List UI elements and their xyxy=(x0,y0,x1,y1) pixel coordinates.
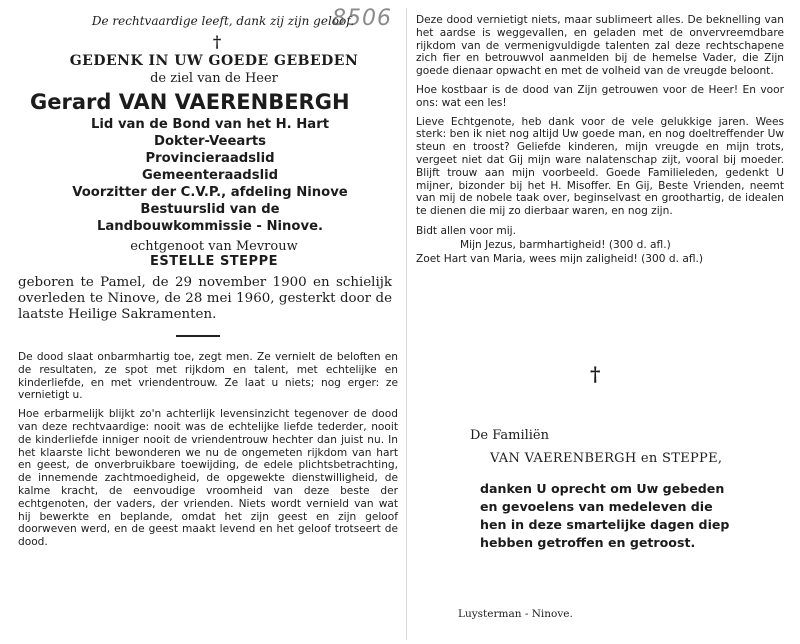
printer-credit: Luysterman - Ninove. xyxy=(458,608,573,620)
prayer-line: Zoet Hart van Maria, wees mijn zaligheid! (300 d. afl.) xyxy=(416,252,704,265)
cross-icon: † xyxy=(212,32,222,51)
fold-divider xyxy=(406,8,407,640)
deceased-name: Gerard VAN VAERENBERGH xyxy=(30,90,350,114)
birth-death-text: geboren te Pamel, de 29 november 1900 en schielijk overleden te Ninove, de 28 mei 1960, gesterkt door de laatste Heilige Sakramenten. xyxy=(18,275,392,322)
prayer-block xyxy=(416,224,784,266)
paragraph: Hoe erbarmelijk blijkt zo'n achterlijk levensinzicht tegenover de dood van deze rechtvaardige: nooit was de echtelijke liefde tederder, nooit de kinderliefde inniger nooit de vriendentrouw hechter dan juist nu. In het klaarste licht bewonderen we nu de ongemeten rijkdom van hart en geest, de onverbruikbare toewijding, de edele plichtsbetrachting, de innemende zachtmoedigheid, de opgewekte dienstwilligheid, de kalme kracht, de eenvoudige vroomheid van deze beste der echtgenoten, der vaders, der vrienden. Niets wordt vernield van wat hij bewerkte en beplande, omdat het zijn geest en zijn geloof doorweven werd, en de geest maakt levend en het geloof trotseert de dood. xyxy=(18,408,398,549)
spouse-name: ESTELLE STEPPE xyxy=(149,254,278,269)
thanks-text xyxy=(480,480,790,552)
soul-of-line: de ziel van de Heer xyxy=(150,71,278,86)
title-line: Bestuurslid van de xyxy=(140,202,280,217)
prayer-line: Mijn Jezus, barmhartigheid! (300 d. afl.) xyxy=(460,238,671,251)
spouse-intro: echtgenoot van Mevrouw xyxy=(130,239,298,254)
remembrance-heading: GEDENK IN UW GOEDE GEBEDEN xyxy=(69,53,359,69)
title-line: Lid van de Bond van het H. Hart xyxy=(90,117,330,132)
thanks-line: danken U oprecht om Uw gebeden xyxy=(480,481,725,496)
thanks-line: hen in deze smartelijke dagen diep xyxy=(480,517,730,532)
title-line: Voorzitter der C.V.P., afdeling Ninove xyxy=(72,185,348,200)
paragraph: Lieve Echtgenote, heb dank voor de vele gelukkige jaren. Wees sterk: ben ik niet nog altijd Uw goede man, en nog doeltreffender Uw steun en troost? Geliefde kinderen, mijn vreugde en mijn trots, vergeet niet dat Gij mijn ware nalatenschap zijt, vooral bij moeder. Blijft trouw aan mijn voorbeeld. Goede Familieleden, gedenkt U mijner, bizonder bij het H. Misoffer. En Gij, Beste Vrienden, neemt van mij de nobele taak over, beginselvast en groothartig, de idealen te dienen die mij zo dierbaar waren, en nog zijn. xyxy=(416,115,784,218)
title-line: Provincieraadslid xyxy=(145,151,275,166)
prayer-intro: Bidt allen voor mij. xyxy=(416,224,516,237)
motto: De rechtvaardige leeft, dank zij zijn geloof. xyxy=(91,14,355,28)
left-panel xyxy=(18,14,398,555)
title-line: Landbouwkommissie - Ninove. xyxy=(96,219,324,234)
families-block xyxy=(470,428,790,552)
paragraph: De dood slaat onbarmhartig toe, zegt men. Ze vernielt de beloften en de resultaten, ze spot met rijkdom en talent, met echtelijke en kinderliefde, en met vriendentrouw. Ze laat u niets; nog erger: ze vernietigt u. xyxy=(18,351,398,402)
title-line: Dokter-Veearts xyxy=(154,134,266,149)
titles-list xyxy=(22,116,398,235)
title-line: Gemeenteraadslid xyxy=(141,168,279,183)
thanks-line: hebben getroffen en getroost. xyxy=(480,535,696,550)
cross-icon: † xyxy=(590,362,601,386)
thanks-line: en gevoelens van medeleven die xyxy=(480,499,713,514)
right-panel xyxy=(416,14,784,266)
families-names: VAN VAERENBERGH en STEPPE, xyxy=(490,451,723,466)
paragraph: Hoe kostbaar is de dood van Zijn getrouwen voor de Heer! En voor ons: wat een les! xyxy=(416,83,784,109)
families-label: De Familiën xyxy=(470,428,550,443)
archive-number: 8506 xyxy=(332,6,392,31)
paragraph: Deze dood vernietigt niets, maar sublimeert alles. De beknelling van het aardse is weggevallen, en geladen met de onvervreemdbare rijkdom van de vermenigvuldigde talenten zal deze rechtschapene zich fier en betrouwvol aanmelden bij de hemelse Vader, die Zijn goede dienaar opwacht en met de volheid van de vreugde beloont. xyxy=(416,14,784,78)
separator-rule xyxy=(176,335,220,337)
